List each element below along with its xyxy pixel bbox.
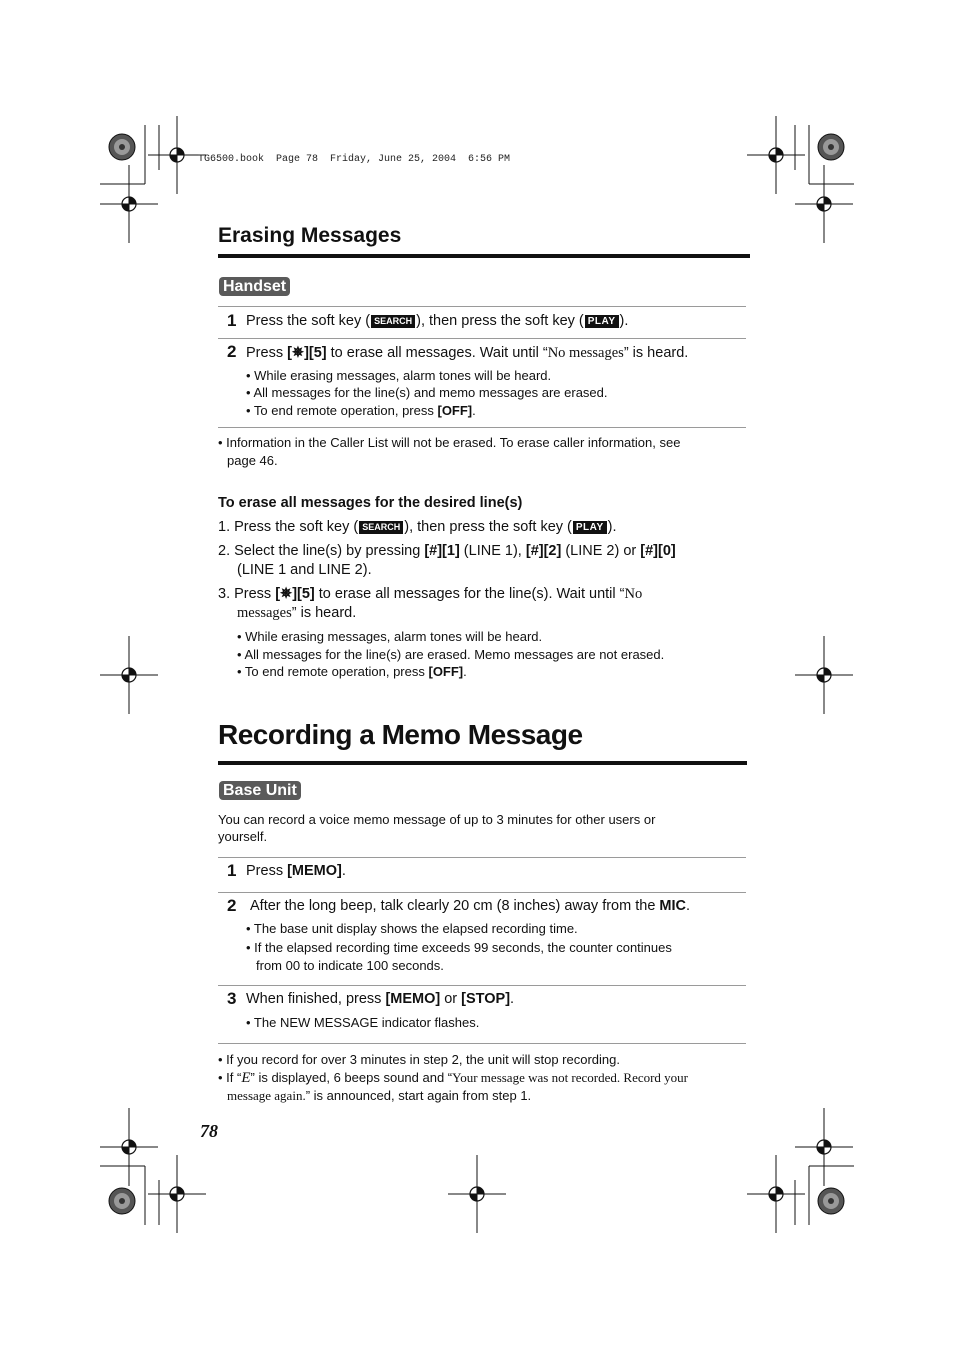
intro-text: You can record a voice memo message of up to 3 minutes for other users or bbox=[218, 812, 656, 827]
search-key-icon: SEARCH bbox=[359, 521, 403, 534]
divider bbox=[218, 857, 746, 858]
bullet: • To end remote operation, press [OFF]. bbox=[246, 403, 476, 418]
bullet: from 00 to indicate 100 seconds. bbox=[256, 958, 444, 973]
play-key-icon: PLAY bbox=[585, 315, 619, 328]
bullet: • While erasing messages, alarm tones will be heard. bbox=[237, 629, 543, 644]
divider bbox=[218, 306, 746, 307]
divider bbox=[218, 1043, 746, 1044]
section-title-erasing: Erasing Messages bbox=[218, 224, 402, 247]
note: • If “E” is displayed, 6 beeps sound and “Your message was not recorded. Record your bbox=[218, 1070, 689, 1086]
bullet: • All messages for the line(s) are erased. Memo messages are not erased. bbox=[237, 647, 665, 662]
note: page 46. bbox=[227, 453, 278, 468]
bullet: • To end remote operation, press [OFF]. bbox=[237, 664, 467, 679]
bullet: • While erasing messages, alarm tones will be heard. bbox=[246, 368, 552, 383]
memo-step-2: After the long beep, talk clearly 20 cm (8 inches) away from the MIC. bbox=[250, 898, 691, 914]
bullet: • The base unit display shows the elapsed recording time. bbox=[246, 921, 578, 936]
list-item-1: 1. Press the soft key ( SEARCH ), then press the soft key ( PLAY ). bbox=[218, 519, 617, 535]
list-item-3: 3. Press [✵][5] to erase all messages for the line(s). Wait until “No bbox=[218, 586, 643, 602]
error-glyph-icon: E bbox=[241, 1070, 251, 1086]
bullet: • If the elapsed recording time exceeds 99 seconds, the counter continues bbox=[246, 940, 672, 955]
page-number: 78 bbox=[200, 1121, 218, 1141]
sub-heading: To erase all messages for the desired line(s) bbox=[218, 495, 523, 511]
bullet: • The NEW MESSAGE indicator flashes. bbox=[246, 1015, 480, 1030]
divider bbox=[218, 985, 746, 986]
step-number: 3 bbox=[227, 989, 237, 1008]
section-title-memo: Recording a Memo Message bbox=[218, 719, 583, 750]
list-item-3-cont: messages” is heard. bbox=[237, 605, 357, 621]
bullet: • All messages for the line(s) and memo messages are erased. bbox=[246, 385, 608, 400]
handset-tag: Handset bbox=[219, 277, 290, 296]
step-number: 2 bbox=[227, 342, 237, 361]
search-key-icon: SEARCH bbox=[371, 315, 415, 328]
list-item-2-cont: (LINE 1 and LINE 2). bbox=[237, 562, 372, 578]
step-2-text: Press [✵][5] to erase all messages. Wait until “No messages” is heard. bbox=[246, 345, 689, 361]
divider bbox=[218, 338, 746, 339]
base-unit-tag: Base Unit bbox=[219, 781, 301, 800]
step-number: 1 bbox=[227, 861, 237, 880]
memo-step-1: Press [MEMO]. bbox=[246, 863, 346, 879]
section-rule bbox=[218, 761, 747, 765]
note: • If you record for over 3 minutes in step 2, the unit will stop recording. bbox=[218, 1052, 620, 1067]
memo-step-3: When finished, press [MEMO] or [STOP]. bbox=[246, 991, 515, 1007]
step-number: 2 bbox=[227, 896, 237, 915]
intro-text: yourself. bbox=[218, 829, 268, 844]
play-key-icon: PLAY bbox=[573, 521, 607, 534]
step-number: 1 bbox=[227, 311, 237, 330]
book-header: TG6500.book Page 78 Friday, June 25, 2004 6:56 PM bbox=[198, 154, 511, 165]
list-item-2: 2. Select the line(s) by pressing [#][1] (LINE 1), [#][2] (LINE 2) or [#][0] bbox=[218, 543, 676, 559]
note: • Information in the Caller List will not be erased. To erase caller information, see bbox=[218, 435, 681, 450]
section-rule bbox=[218, 254, 750, 258]
note: message again.” is announced, start again from step 1. bbox=[227, 1088, 532, 1103]
step-1-text: Press the soft key ( SEARCH ), then press the soft key ( PLAY ). bbox=[246, 313, 629, 329]
divider bbox=[218, 892, 746, 893]
divider bbox=[218, 427, 746, 428]
